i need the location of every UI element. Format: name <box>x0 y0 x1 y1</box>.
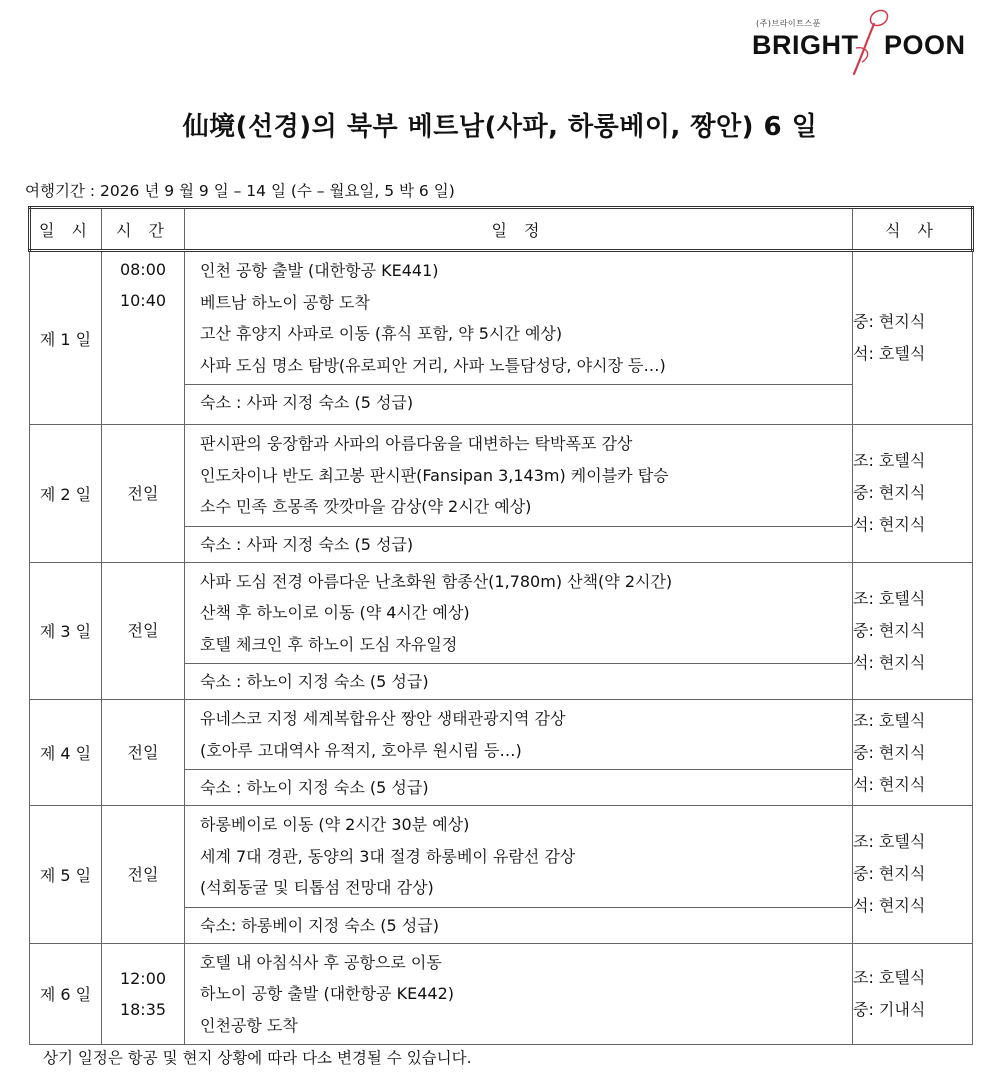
schedule-items <box>185 700 852 769</box>
time-cell <box>102 943 185 1045</box>
meals-cell <box>853 251 973 425</box>
header-time: 시 간 <box>102 208 185 251</box>
time-cell <box>102 425 185 563</box>
meal-item: 중: 기내식 <box>853 999 926 1019</box>
page-title: 仙境(선경)의 북부 베트남(사파, 하롱베이, 짱안) 6 일 <box>182 112 818 142</box>
schedule-item: 세계 7대 경관, 동양의 3대 절경 하롱베이 유람선 감상 <box>200 846 576 866</box>
day-label: 제 4 일 <box>30 700 102 806</box>
footer-note: 상기 일정은 항공 및 현지 상황에 따라 다소 변경될 수 있습니다. <box>43 1049 472 1067</box>
meal-item: 석: 현지식 <box>853 896 926 916</box>
time-value: 전일 <box>127 864 159 884</box>
schedule-item: 사파 도심 전경 아름다운 난초화원 함종산(1,780m) 산책(약 2시간) <box>200 571 673 591</box>
table-row <box>30 700 973 806</box>
schedule-item: 소수 민족 흐몽족 깟깟마을 감상(약 2시간 예상) <box>200 497 532 516</box>
time-value: 10:40 <box>119 291 167 310</box>
logo-word-poon: POON <box>884 30 966 60</box>
itinerary-body <box>30 251 973 1045</box>
header-day: 일 시 <box>30 208 102 251</box>
schedule-item: 판시판의 웅장함과 사파의 아름다움을 대변하는 탁박폭포 감상 <box>200 434 633 453</box>
schedule-items <box>185 944 852 1045</box>
schedule-item: 하노이 공항 출발 (대한항공 KE442) <box>200 984 454 1003</box>
schedule-item: 인도차이나 반도 최고봉 판시판(Fansipan 3,143m) 케이블카 탑승 <box>200 465 669 485</box>
hotel-info: 숙소 : 하노이 지정 숙소 (5 성급) <box>185 663 852 699</box>
meal-item: 석: 현지식 <box>853 652 926 672</box>
brand-logo <box>750 18 970 70</box>
schedule-item: 산책 후 하노이로 이동 (약 4시간 예상) <box>200 603 470 622</box>
meal-item: 조: 호텔식 <box>853 710 926 730</box>
table-header-row <box>30 208 973 251</box>
time-value: 전일 <box>127 621 159 641</box>
schedule-items <box>185 252 852 384</box>
meal-item: 중: 현지식 <box>853 620 926 640</box>
schedule-item: 인천 공항 출발 (대한항공 KE441) <box>200 261 439 280</box>
meal-item: 중: 현지식 <box>853 742 926 762</box>
meal-item: 중: 현지식 <box>853 864 926 884</box>
schedule-item: 고산 휴양지 사파로 이동 (휴식 포함, 약 5시간 예상) <box>200 324 563 343</box>
schedule-cell <box>185 562 853 700</box>
schedule-item: (석회동굴 및 티톱섬 전망대 감상) <box>200 878 434 897</box>
table-row <box>30 425 973 563</box>
schedule-cell <box>185 251 853 425</box>
time-value: 전일 <box>127 743 159 762</box>
meal-item: 중: 현지식 <box>853 312 926 331</box>
schedule-cell <box>185 806 853 944</box>
hotel-info: 숙소 : 하노이 지정 숙소 (5 성급) <box>185 769 852 805</box>
header-meals: 식 사 <box>853 208 973 251</box>
meals-cell <box>853 562 973 700</box>
meal-item: 석: 현지식 <box>853 515 926 535</box>
schedule-cell <box>185 700 853 806</box>
day-label: 제 1 일 <box>30 251 102 425</box>
schedule-item: 베트남 하노이 공항 도착 <box>200 292 370 312</box>
meal-item: 석: 현지식 <box>853 774 926 794</box>
time-cell <box>102 562 185 700</box>
schedule-item: (호아루 고대역사 유적지, 호아루 원시림 등…) <box>200 740 522 760</box>
schedule-item: 사파 도심 명소 탐방(유로피안 거리, 사파 노틀담성당, 야시장 등…) <box>200 355 666 375</box>
time-value: 12:00 <box>119 968 167 988</box>
meals-cell <box>853 425 973 563</box>
meals-cell <box>853 943 973 1045</box>
hotel-info: 숙소: 하롱베이 지정 숙소 (5 성급) <box>185 907 852 943</box>
header-schedule: 일 정 <box>185 208 853 251</box>
meals-cell <box>853 700 973 806</box>
schedule-items <box>185 563 852 664</box>
meal-item: 조: 호텔식 <box>853 451 926 471</box>
schedule-item: 유네스코 지정 세계복합유산 짱안 생태관광지역 감상 <box>200 709 566 728</box>
time-cell <box>102 806 185 944</box>
schedule-cell <box>185 425 853 563</box>
day-label: 제 2 일 <box>30 425 102 563</box>
itinerary-table <box>28 206 974 1045</box>
hotel-info: 숙소 : 사파 지정 숙소 (5 성급) <box>185 384 852 420</box>
time-value: 전일 <box>127 483 159 503</box>
table-row <box>30 806 973 944</box>
table-row <box>30 943 973 1045</box>
meal-item: 중: 현지식 <box>853 483 926 503</box>
schedule-items <box>185 425 852 526</box>
table-row <box>30 251 973 425</box>
day-label: 제 6 일 <box>30 943 102 1045</box>
day-label: 제 5 일 <box>30 806 102 944</box>
time-cell <box>102 700 185 806</box>
schedule-cell <box>185 943 853 1045</box>
meal-item: 석: 호텔식 <box>853 344 926 363</box>
time-cell <box>102 251 185 425</box>
hotel-info: 숙소 : 사파 지정 숙소 (5 성급) <box>185 526 852 562</box>
schedule-item: 호텔 내 아침식사 후 공항으로 이동 <box>200 952 442 972</box>
schedule-item: 호텔 체크인 후 하노이 도심 자유일정 <box>200 634 458 654</box>
schedule-items <box>185 806 852 907</box>
time-value: 18:35 <box>119 999 167 1019</box>
logo-small-text: (주)브라이트스푼 <box>756 19 821 28</box>
schedule-item: 하롱베이로 이동 (약 2시간 30분 예상) <box>200 815 470 834</box>
meal-item: 조: 호텔식 <box>853 588 926 608</box>
meals-cell <box>853 806 973 944</box>
day-label: 제 3 일 <box>30 562 102 700</box>
travel-period: 여행기간 : 2026 년 9 월 9 일 – 14 일 (수 – 월요일, 5 박 6 일) <box>25 182 455 200</box>
logo-word-bright: BRIGHT <box>752 30 859 60</box>
table-row <box>30 562 973 700</box>
time-value: 08:00 <box>119 260 167 279</box>
schedule-item: 인천공항 도착 <box>200 1015 298 1035</box>
meal-item: 조: 호텔식 <box>853 967 926 987</box>
meal-item: 조: 호텔식 <box>853 832 926 852</box>
